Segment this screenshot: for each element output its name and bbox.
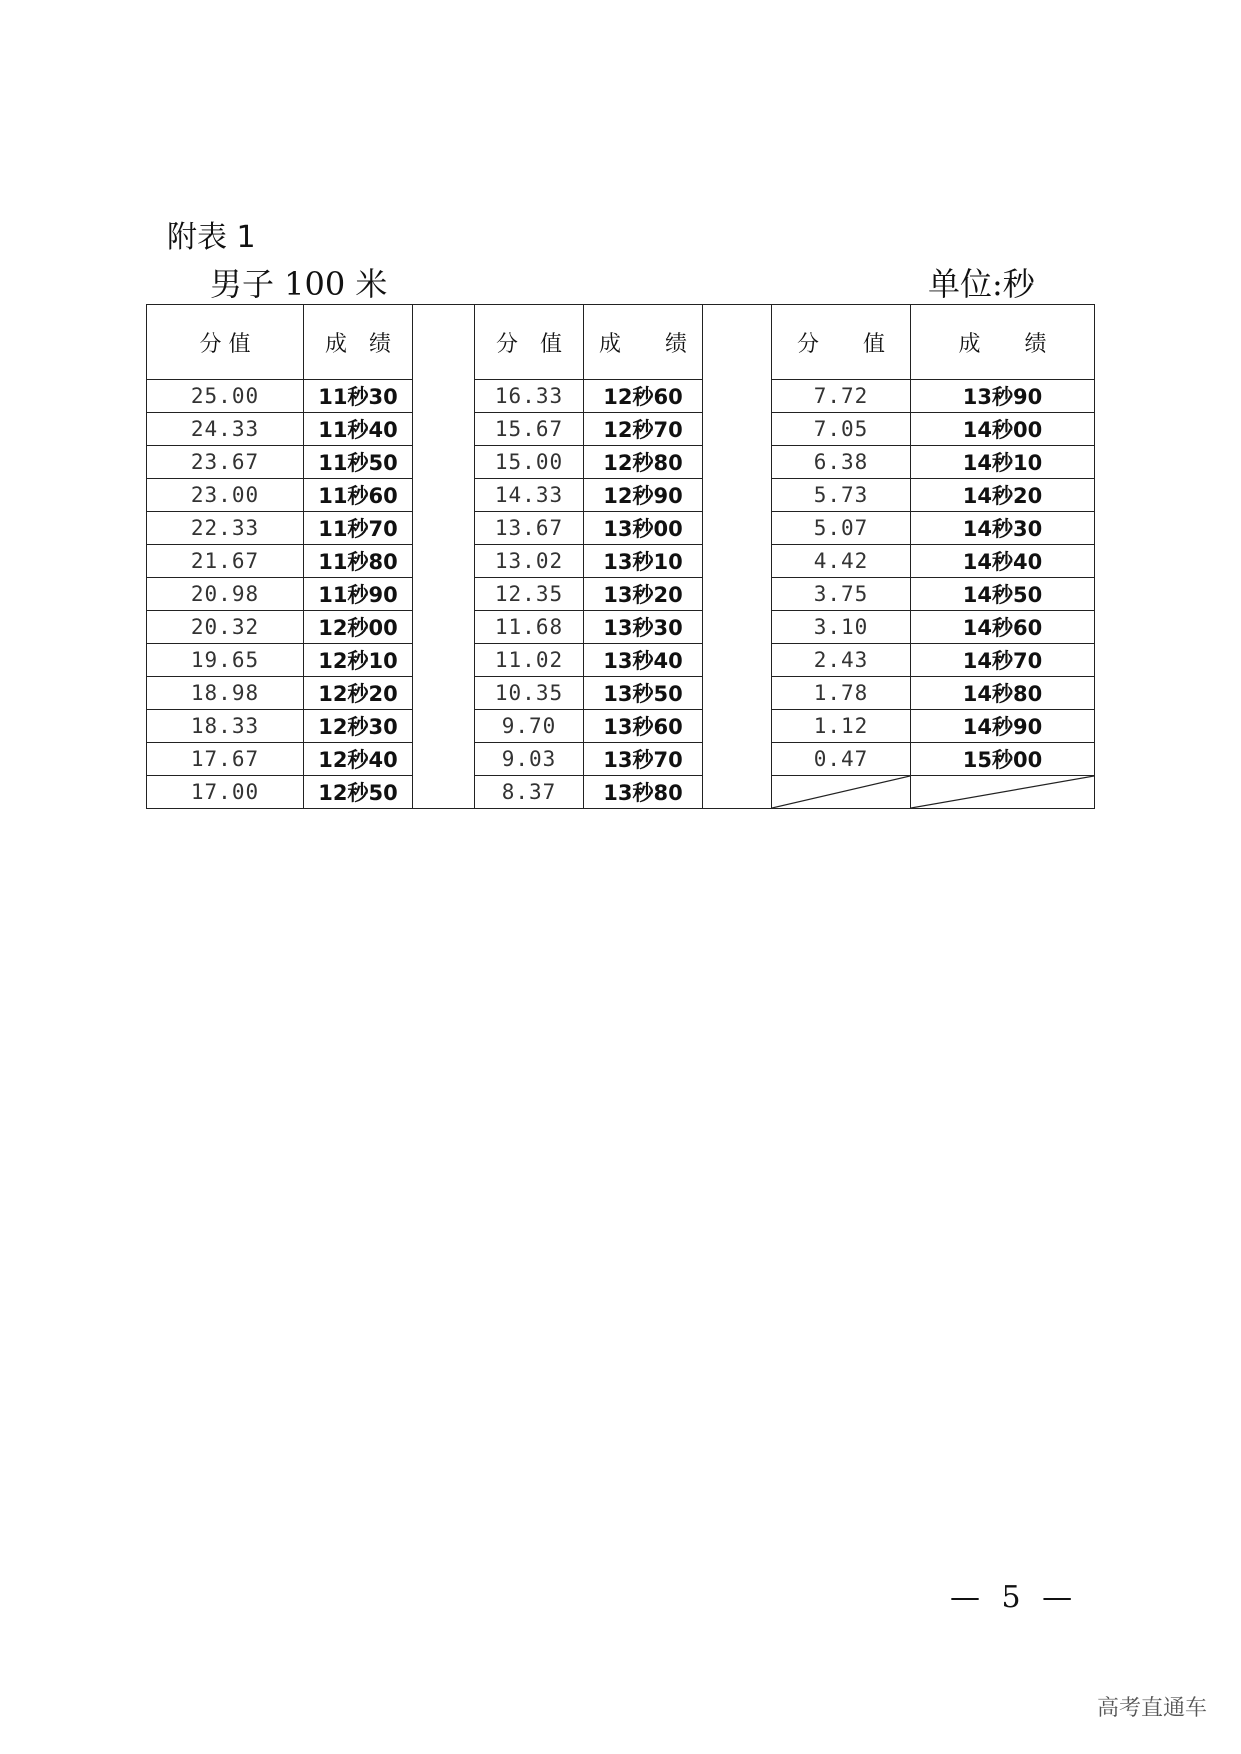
result-cell: 13秒60	[584, 710, 703, 743]
points-cell: 23.00	[147, 479, 304, 512]
column-gap	[413, 413, 475, 446]
diagonal-slash	[772, 776, 910, 808]
header-result-2: 成 绩	[584, 305, 703, 380]
column-gap	[413, 710, 475, 743]
header-result-3: 成 绩	[911, 305, 1095, 380]
points-cell: 4.42	[772, 545, 911, 578]
points-cell: 20.98	[147, 578, 304, 611]
points-cell: 17.00	[147, 776, 304, 809]
result-cell: 13秒80	[584, 776, 703, 809]
column-gap	[703, 710, 772, 743]
table-header-row	[147, 305, 1095, 380]
column-gap	[703, 776, 772, 809]
result-cell: 13秒00	[584, 512, 703, 545]
points-cell: 13.02	[475, 545, 584, 578]
column-gap	[413, 479, 475, 512]
result-cell: 12秒20	[304, 677, 413, 710]
column-gap	[703, 380, 772, 413]
result-cell: 14秒60	[911, 611, 1095, 644]
column-gap	[413, 743, 475, 776]
points-cell: 18.33	[147, 710, 304, 743]
column-gap	[413, 512, 475, 545]
result-cell: 14秒70	[911, 644, 1095, 677]
header-points-3: 分 值	[772, 305, 911, 380]
result-cell: 12秒10	[304, 644, 413, 677]
points-cell: 18.98	[147, 677, 304, 710]
result-cell: 12秒80	[584, 446, 703, 479]
column-gap	[703, 479, 772, 512]
table-row	[147, 644, 1095, 677]
column-gap	[413, 446, 475, 479]
result-cell: 13秒10	[584, 545, 703, 578]
column-gap	[413, 776, 475, 809]
points-cell: 17.67	[147, 743, 304, 776]
result-cell: 14秒40	[911, 545, 1095, 578]
header-points-1: 分 值	[147, 305, 304, 380]
points-cell: 16.33	[475, 380, 584, 413]
points-cell: 25.00	[147, 380, 304, 413]
result-cell: 13秒50	[584, 677, 703, 710]
points-cell: 5.07	[772, 512, 911, 545]
table-row	[147, 611, 1095, 644]
table-row	[147, 776, 1095, 809]
result-cell: 11秒60	[304, 479, 413, 512]
result-cell: 12秒00	[304, 611, 413, 644]
result-cell: 14秒90	[911, 710, 1095, 743]
points-cell: 20.32	[147, 611, 304, 644]
result-cell: 13秒30	[584, 611, 703, 644]
table-row	[147, 380, 1095, 413]
result-cell: 13秒70	[584, 743, 703, 776]
result-cell: 14秒10	[911, 446, 1095, 479]
points-cell: 21.67	[147, 545, 304, 578]
points-cell: 9.03	[475, 743, 584, 776]
result-cell: 11秒50	[304, 446, 413, 479]
result-cell: 11秒30	[304, 380, 413, 413]
result-cell: 12秒30	[304, 710, 413, 743]
table-row	[147, 512, 1095, 545]
result-cell: 11秒90	[304, 578, 413, 611]
result-cell: 12秒90	[584, 479, 703, 512]
points-cell: 7.72	[772, 380, 911, 413]
column-gap	[703, 578, 772, 611]
table-row	[147, 413, 1095, 446]
result-cell: 14秒00	[911, 413, 1095, 446]
result-cell: 11秒70	[304, 512, 413, 545]
result-cell: 13秒90	[911, 380, 1095, 413]
table-row	[147, 677, 1095, 710]
result-cell: 15秒00	[911, 743, 1095, 776]
column-gap	[703, 644, 772, 677]
points-cell: 13.67	[475, 512, 584, 545]
points-cell: 24.33	[147, 413, 304, 446]
points-cell: 23.67	[147, 446, 304, 479]
points-cell: 1.12	[772, 710, 911, 743]
column-gap	[703, 446, 772, 479]
page-number: — 5 —	[950, 1580, 1079, 1615]
table-row	[147, 479, 1095, 512]
points-cell: 6.38	[772, 446, 911, 479]
column-gap	[413, 380, 475, 413]
column-gap	[703, 545, 772, 578]
points-cell: 5.73	[772, 479, 911, 512]
result-cell: 14秒30	[911, 512, 1095, 545]
points-cell: 15.00	[475, 446, 584, 479]
points-cell: 1.78	[772, 677, 911, 710]
empty-slashed-cell	[911, 776, 1095, 809]
header-points-2: 分 值	[475, 305, 584, 380]
column-gap	[703, 413, 772, 446]
appendix-label: 附表 1	[167, 220, 256, 255]
result-cell: 11秒80	[304, 545, 413, 578]
unit-label: 单位:秒	[928, 265, 1035, 303]
points-cell: 7.05	[772, 413, 911, 446]
table-row	[147, 545, 1095, 578]
result-cell: 14秒50	[911, 578, 1095, 611]
points-cell: 9.70	[475, 710, 584, 743]
column-gap	[703, 305, 772, 380]
score-table-body	[147, 305, 1095, 809]
table-row	[147, 446, 1095, 479]
event-title: 男子 100 米	[210, 265, 388, 303]
watermark: 高考直通车	[1096, 1696, 1207, 1721]
points-cell: 0.47	[772, 743, 911, 776]
points-cell: 11.02	[475, 644, 584, 677]
points-cell: 10.35	[475, 677, 584, 710]
result-cell: 13秒40	[584, 644, 703, 677]
result-cell: 13秒20	[584, 578, 703, 611]
points-cell: 22.33	[147, 512, 304, 545]
points-cell: 19.65	[147, 644, 304, 677]
points-cell: 8.37	[475, 776, 584, 809]
result-cell: 12秒60	[584, 380, 703, 413]
column-gap	[413, 578, 475, 611]
column-gap	[413, 545, 475, 578]
column-gap	[703, 512, 772, 545]
column-gap	[413, 611, 475, 644]
diagonal-slash	[911, 776, 1094, 808]
empty-slashed-cell	[772, 776, 911, 809]
result-cell: 14秒80	[911, 677, 1095, 710]
points-cell: 3.75	[772, 578, 911, 611]
result-cell: 11秒40	[304, 413, 413, 446]
result-cell: 12秒70	[584, 413, 703, 446]
points-cell: 3.10	[772, 611, 911, 644]
points-cell: 15.67	[475, 413, 584, 446]
column-gap	[703, 611, 772, 644]
column-gap	[703, 677, 772, 710]
points-cell: 12.35	[475, 578, 584, 611]
points-cell: 11.68	[475, 611, 584, 644]
points-cell: 14.33	[475, 479, 584, 512]
column-gap	[703, 743, 772, 776]
table-row	[147, 578, 1095, 611]
table-row	[147, 710, 1095, 743]
points-cell: 2.43	[772, 644, 911, 677]
score-table	[146, 304, 1095, 809]
table-row	[147, 743, 1095, 776]
column-gap	[413, 305, 475, 380]
result-cell: 14秒20	[911, 479, 1095, 512]
column-gap	[413, 644, 475, 677]
result-cell: 12秒40	[304, 743, 413, 776]
result-cell: 12秒50	[304, 776, 413, 809]
column-gap	[413, 677, 475, 710]
header-result-1: 成 绩	[304, 305, 413, 380]
